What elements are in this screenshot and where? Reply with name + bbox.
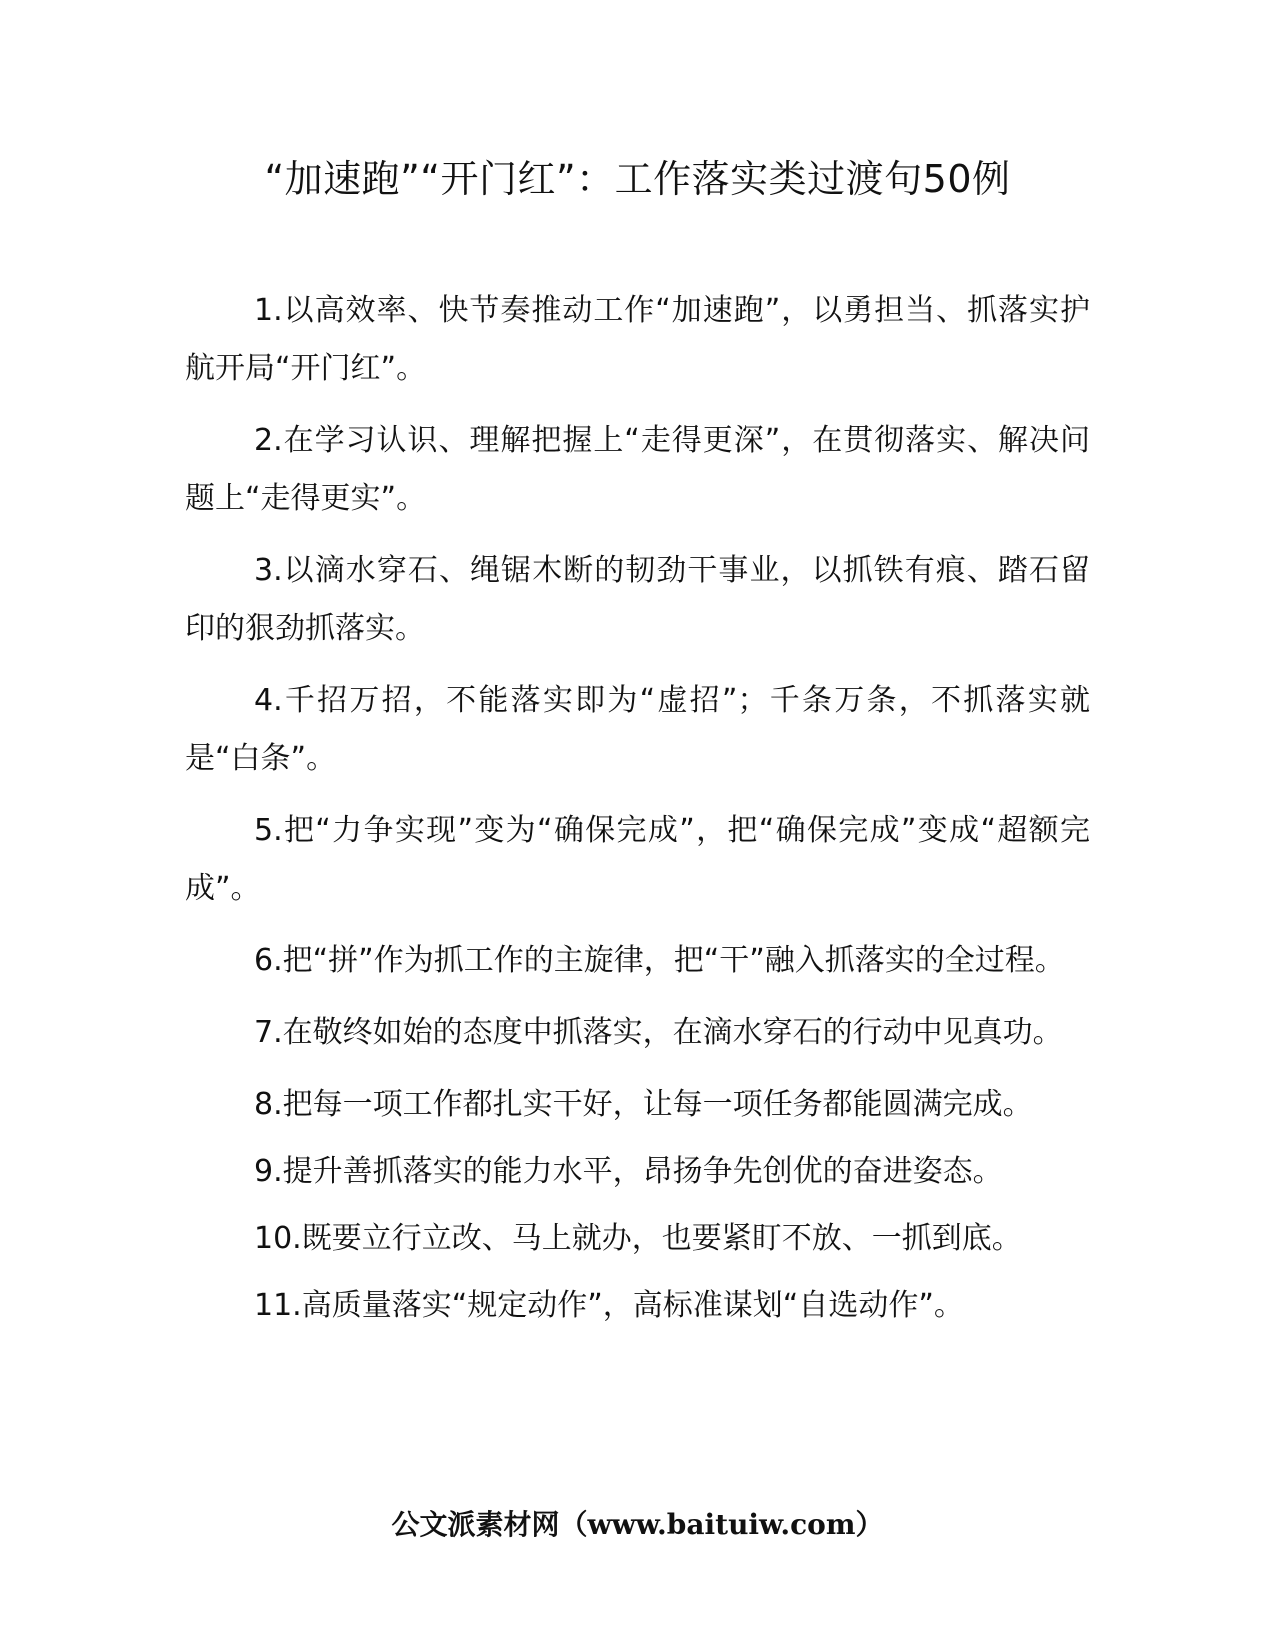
list-item: 4.千招万招，不能落实即为“虚招”；千条万条，不抓落实就是“白条”。 <box>185 683 1090 776</box>
list-item: 7.在敬终如始的态度中抓落实，在滴水穿石的行动中见真功。 <box>254 1015 1063 1050</box>
list-item: 10.既要立行立改、马上就办，也要紧盯不放、一抓到底。 <box>254 1221 1022 1256</box>
list-item: 1.以高效率、快节奏推动工作“加速跑”，以勇担当、抓落实护航开局“开门红”。 <box>185 293 1090 386</box>
document-title: “加速跑”“开门红”：工作落实类过渡句50例 <box>264 157 1011 201</box>
list-item: 9.提升善抓落实的能力水平，昂扬争先创优的奋进姿态。 <box>254 1154 1003 1189</box>
list-item: 2.在学习认识、理解把握上“走得更深”，在贯彻落实、解决问题上“走得更实”。 <box>185 423 1090 516</box>
footer-source: 公文派素材网（www.baituiw.com） <box>391 1508 884 1541</box>
list-item: 8.把每一项工作都扎实干好，让每一项任务都能圆满完成。 <box>254 1087 1033 1122</box>
list-item: 6.把“拼”作为抓工作的主旋律，把“干”融入抓落实的全过程。 <box>254 943 1065 978</box>
list-item: 3.以滴水穿石、绳锯木断的韧劲干事业，以抓铁有痕、踏石留印的狠劲抓落实。 <box>185 553 1090 646</box>
list-item: 5.把“力争实现”变为“确保完成”，把“确保完成”变成“超额完成”。 <box>185 813 1090 906</box>
document-body <box>185 282 1090 1344</box>
list-item: 11.高质量落实“规定动作”，高标准谋划“自选动作”。 <box>254 1288 964 1323</box>
